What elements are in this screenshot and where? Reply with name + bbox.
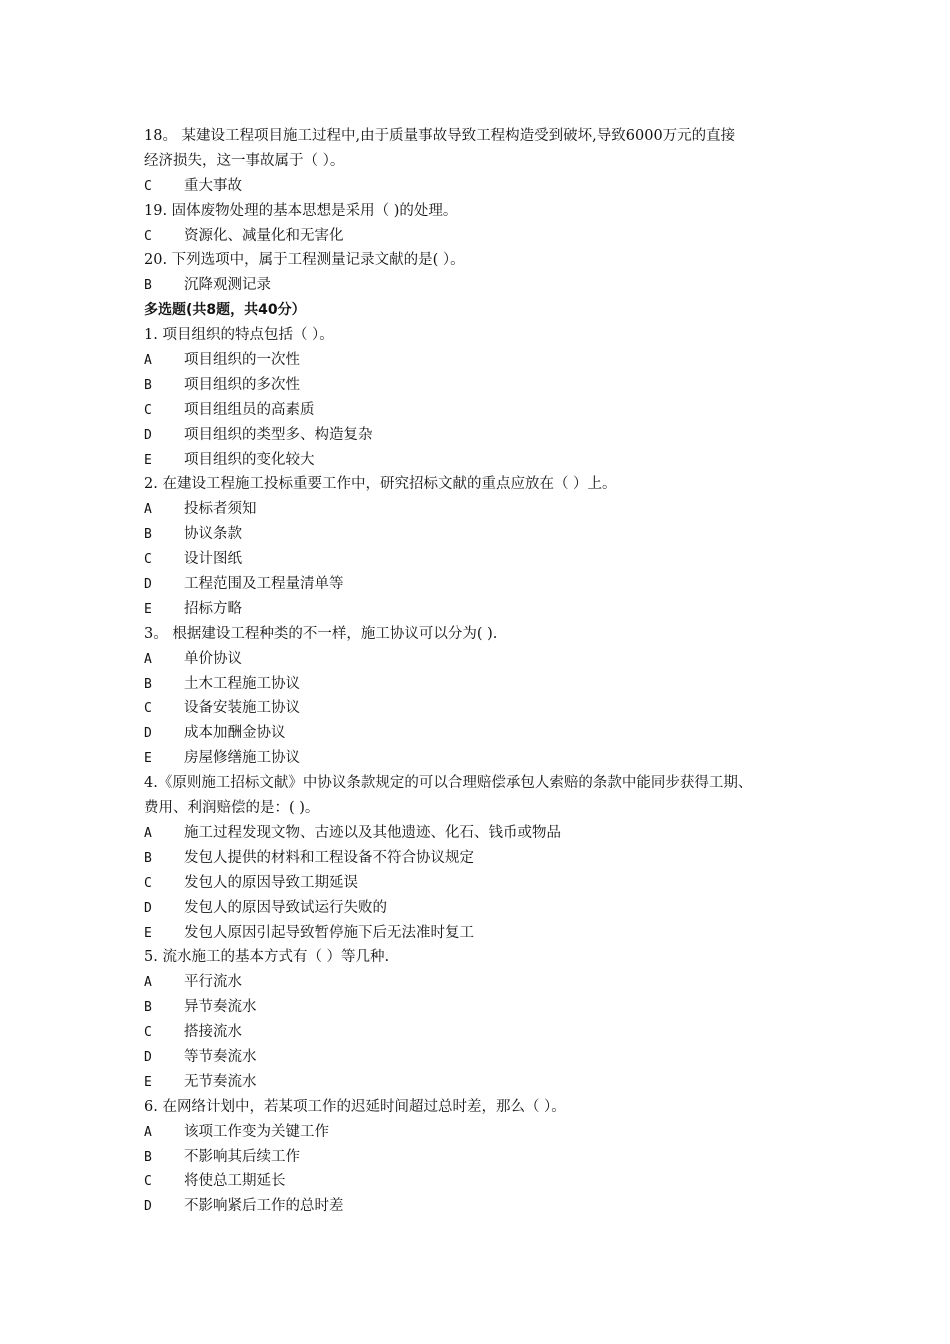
option-text: 单价协议 — [184, 650, 242, 667]
option-text: 成本加酬金协议 — [184, 725, 286, 742]
option-text: 项目组织的一次性 — [184, 352, 300, 369]
option-letter: D — [144, 1049, 152, 1065]
option-letter: C — [144, 228, 152, 244]
option-text: 发包人的原因导致工期延误 — [184, 874, 358, 891]
answer-option — [144, 746, 834, 771]
answer-option — [144, 1045, 834, 1070]
answer-option — [144, 970, 834, 995]
answer-option — [144, 423, 834, 448]
option-text: 协议条款 — [184, 526, 242, 543]
question-text: 19. 固体废物处理的基本思想是采用（ )的处理。 — [144, 202, 458, 219]
option-letter: E — [144, 1074, 152, 1090]
option-letter: E — [144, 751, 152, 767]
answer-option — [144, 373, 834, 398]
answer-option — [144, 896, 834, 921]
option-letter: C — [144, 1025, 152, 1041]
option-letter: D — [144, 427, 152, 443]
option-letter: E — [144, 452, 152, 468]
option-text: 发包人的原因导致试运行失败的 — [184, 899, 387, 916]
option-letter: A — [144, 502, 152, 518]
option-text: 不影响紧后工作的总时差 — [184, 1198, 344, 1215]
option-letter: D — [144, 900, 152, 916]
option-text: 设备安装施工协议 — [184, 700, 300, 717]
question-text: 4.《原则施工招标文献》中协议条款规定的可以合理赔偿承包人索赔的条款中能同步获得工期、 — [144, 775, 753, 792]
answer-option — [144, 497, 834, 522]
option-text: 投标者须知 — [184, 501, 257, 518]
option-letter: B — [144, 1000, 152, 1016]
option-letter: E — [144, 601, 152, 617]
answer-option — [144, 995, 834, 1020]
option-letter: A — [144, 825, 152, 841]
option-text: 搭接流水 — [184, 1024, 242, 1041]
option-letter: A — [144, 1124, 152, 1140]
question-text: 费用、利润赔偿的是：( )。 — [144, 800, 320, 817]
option-letter: E — [144, 925, 152, 941]
answer-option — [144, 1120, 834, 1145]
option-letter: B — [144, 676, 152, 692]
question-text: 6. 在网络计划中，若某项工作的迟延时间超过总时差，那么（ ）。 — [144, 1098, 566, 1115]
option-text: 设计图纸 — [184, 551, 242, 568]
question-text: 20. 下列选项中，属于工程测量记录文献的是( ）。 — [144, 252, 465, 269]
option-text: 不影响其后续工作 — [184, 1148, 300, 1165]
answer-option — [144, 696, 834, 721]
option-text: 施工过程发现文物、古迹以及其他遗迹、化石、钱币或物品 — [184, 824, 561, 841]
answer-option — [144, 448, 834, 473]
answer-option — [144, 921, 834, 946]
option-text: 平行流水 — [184, 974, 242, 991]
option-text: 项目组织的多次性 — [184, 376, 300, 393]
option-text: 工程范围及工程量清单等 — [184, 576, 344, 593]
answer-option — [144, 647, 834, 672]
option-text: 重大事故 — [184, 177, 242, 194]
option-letter: B — [144, 278, 152, 294]
option-text: 项目组织的变化较大 — [184, 451, 315, 468]
answer-option — [144, 1169, 834, 1194]
answer-option — [144, 522, 834, 547]
option-text: 项目组组员的高素质 — [184, 401, 315, 418]
option-letter: B — [144, 850, 152, 866]
answer-option — [144, 1020, 834, 1045]
option-text: 将使总工期延长 — [184, 1173, 286, 1190]
option-letter: A — [144, 353, 152, 369]
answer-option — [144, 1070, 834, 1095]
option-letter: A — [144, 975, 152, 991]
answer-option — [144, 174, 834, 199]
question-text: 18。 某建设工程项目施工过程中,由于质量事故导致工程构造受到破坏,导致6000万元的直接 — [144, 128, 736, 144]
answer-option — [144, 821, 834, 846]
option-text: 项目组织的类型多、构造复杂 — [184, 426, 373, 443]
option-letter: C — [144, 552, 152, 568]
option-letter: B — [144, 377, 152, 393]
option-text: 等节奏流水 — [184, 1048, 257, 1065]
option-text: 异节奏流水 — [184, 999, 257, 1016]
answer-option — [144, 672, 834, 697]
section-heading: 多选题(共8题，共40分） — [144, 302, 306, 319]
option-letter: D — [144, 726, 152, 742]
answer-option — [144, 273, 834, 298]
answer-option — [144, 224, 834, 249]
option-letter: C — [144, 1174, 152, 1190]
option-text: 无节奏流水 — [184, 1073, 257, 1090]
option-text: 沉降观测记录 — [184, 277, 271, 294]
option-letter: C — [144, 178, 152, 194]
option-letter: D — [144, 577, 152, 593]
option-letter: C — [144, 875, 152, 891]
answer-option — [144, 348, 834, 373]
answer-option — [144, 572, 834, 597]
question-text: 2. 在建设工程施工投标重要工作中，研究招标文献的重点应放在（ ）上。 — [144, 476, 617, 493]
option-letter: B — [144, 527, 152, 543]
option-text: 房屋修缮施工协议 — [184, 750, 300, 767]
answer-option — [144, 721, 834, 746]
question-text: 5. 流水施工的基本方式有（ ）等几种. — [144, 949, 390, 966]
answer-option — [144, 597, 834, 622]
option-text: 发包人原因引起导致暂停施下后无法准时复工 — [184, 924, 474, 941]
question-text: 3。 根据建设工程种类的不一样，施工协议可以分为( ). — [144, 625, 498, 642]
option-text: 该项工作变为关键工作 — [184, 1123, 329, 1140]
option-text: 土木工程施工协议 — [184, 675, 300, 692]
answer-option — [144, 547, 834, 572]
answer-option — [144, 871, 834, 896]
answer-option — [144, 846, 834, 871]
question-text: 经济损失，这一事故属于（ ）。 — [144, 152, 345, 169]
option-letter: C — [144, 402, 152, 418]
option-letter: C — [144, 701, 152, 717]
option-letter: D — [144, 1199, 152, 1215]
answer-option — [144, 1194, 834, 1219]
question-text: 1. 项目组织的特点包括（ ）。 — [144, 327, 334, 344]
option-text: 资源化、减量化和无害化 — [184, 227, 344, 244]
option-text: 发包人提供的材料和工程设备不符合协议规定 — [184, 849, 474, 866]
answer-option — [144, 1145, 834, 1170]
document-page — [144, 124, 834, 1219]
option-letter: A — [144, 651, 152, 667]
option-letter: B — [144, 1149, 152, 1165]
option-text: 招标方略 — [184, 600, 242, 617]
answer-option — [144, 398, 834, 423]
